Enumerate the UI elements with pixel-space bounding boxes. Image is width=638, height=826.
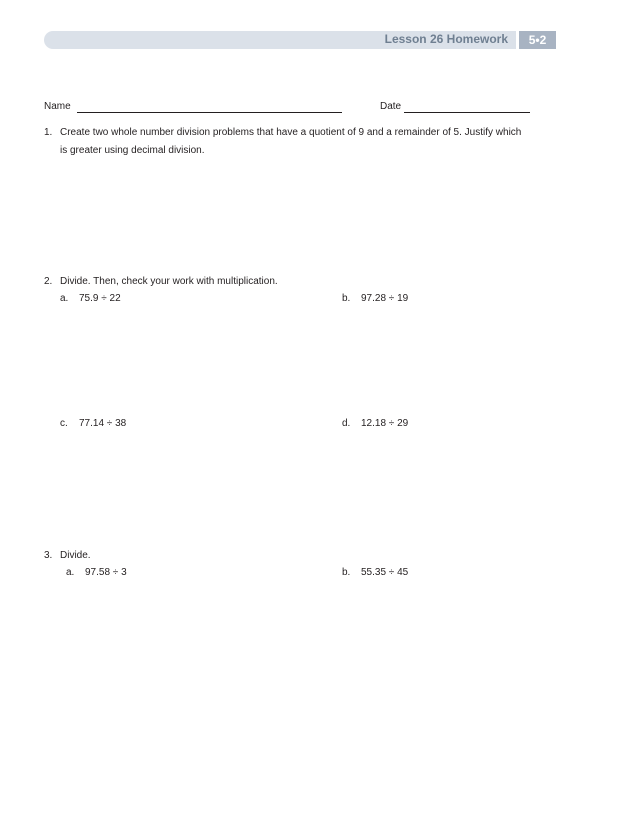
name-label: Name: [44, 101, 71, 112]
problem-3a-expression: 97.58 ÷ 3: [85, 567, 127, 578]
problem-2b-expression: 97.28 ÷ 19: [361, 293, 409, 304]
problem-2d-expression: 12.18 ÷ 29: [361, 418, 409, 429]
problem-2c-expression: 77.14 ÷ 38: [79, 418, 127, 429]
date-label: Date: [380, 101, 402, 112]
problem-1-number: 1.: [44, 127, 53, 138]
lesson-title: Lesson 26 Homework: [384, 32, 508, 46]
problem-2b-letter: b.: [342, 293, 351, 304]
name-line[interactable]: [77, 112, 342, 113]
problem-2a-expression: 75.9 ÷ 22: [79, 293, 121, 304]
problem-2d-letter: d.: [342, 418, 351, 429]
problem-1-text-cont: is greater using decimal division.: [60, 145, 205, 156]
problem-2c-letter: c.: [60, 418, 68, 429]
date-line[interactable]: [404, 112, 530, 113]
problem-3-text: Divide.: [60, 550, 91, 561]
problem-3a-letter: a.: [66, 567, 75, 578]
problem-3b-expression: 55.35 ÷ 45: [361, 567, 409, 578]
problem-1-text: Create two whole number division problems that have a quotient of 9 and a remainder of 5. Justify which: [60, 127, 522, 138]
problem-2a-letter: a.: [60, 293, 69, 304]
module-badge: 5•2: [519, 31, 556, 49]
lesson-header-bar: [44, 31, 516, 49]
problem-2-number: 2.: [44, 276, 53, 287]
problem-2-text: Divide. Then, check your work with multiplication.: [60, 276, 278, 287]
problem-3-number: 3.: [44, 550, 53, 561]
problem-3b-letter: b.: [342, 567, 351, 578]
